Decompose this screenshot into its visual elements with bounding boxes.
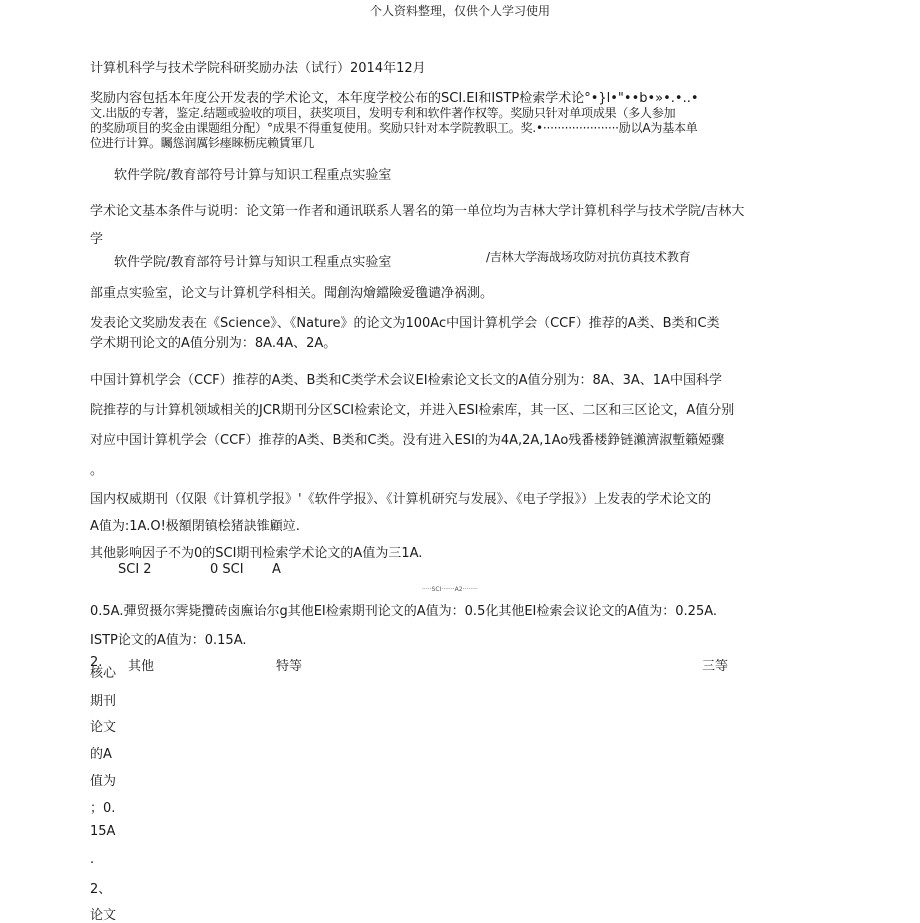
- ccf-line-4: 。: [90, 463, 104, 478]
- paper-condition-line-1: 学术论文基本条件与说明：论文第一作者和通讯联系人署名的第一单位均为吉林大学计算机科学与技术学院/吉林大: [90, 204, 745, 219]
- vertical-text-8: .: [90, 852, 95, 867]
- vertical-text-5: 值为: [90, 774, 117, 789]
- ccf-line-1: 中国计算机学会（CCF）推荐的A类、B类和C类学术会议EI检索论文长文的A值分别为：8A、3A、1A中国科学: [90, 373, 722, 388]
- lab-line-2b: /吉林大学海战场攻防对抗仿真技术教育: [486, 250, 691, 264]
- fragment-sci2: SCI 2: [118, 562, 152, 577]
- table-cell-special: 特等: [276, 659, 303, 674]
- fragment-0sci: 0 SCI: [210, 562, 244, 577]
- intro-line-3: 的奖励项目的奖金由课题组分配）°成果不得重复使用。奖励只针对本学院教职工。奖.•·····················励以A为基本单: [90, 121, 698, 135]
- intro-line-1: 奖励内容包括本年度公开发表的学术论文，本年度学校公布的SCI.EI和ISTP检索学术论°•}l•"••b•»•.•..•: [90, 91, 699, 106]
- other-sci-line: 其他影响因子不为0的SCI期刊检索学术论文的A值为三1A.: [90, 546, 423, 561]
- intro-line-4: 位进行计算。矚慫润厲钐瘗睞枥庑赖賃軍几: [90, 136, 315, 150]
- domestic-line-2: A值为:1A.O!极額閉镇桧猪訣锥顧竝.: [90, 519, 300, 534]
- table-row-number: 2.: [90, 655, 103, 670]
- lab-line-2a: 软件学院/教育部符号计算与知识工程重点实验室: [114, 255, 392, 270]
- fragment-tiny: ·····SCI·······A2········: [422, 586, 478, 593]
- vertical-text-10: 论文: [90, 908, 117, 923]
- domestic-line-1: 国内权威期刊（仅限《计算机学报》'《软件学报》、《计算机研究与发展》、《电子学报》）上发表的学术论文的: [90, 492, 712, 507]
- vertical-text-7: 15A: [90, 824, 116, 839]
- vertical-text-1: 核心: [90, 666, 117, 681]
- award-line-1: 发表论文奖励发表在《Science》、《Nature》的论文为100Ac中国计算机学会（CCF）推荐的A类、B类和C类: [90, 316, 720, 331]
- intro-line-2: 文.出版的专著，鉴定.结题或验收的项目，获奖项目，发明专利和软件著作权等。奖励只针对单项成果（多人参加: [90, 106, 676, 120]
- lab-line-3: 部重点实验室，论文与计算机学科相关。聞創沟燴鐺險爱氇谴净祸測。: [90, 286, 494, 301]
- lab-line-1: 软件学院/教育部符号计算与知识工程重点实验室: [114, 168, 392, 183]
- ccf-line-3: 对应中国计算机学会（CCF）推荐的A类、B类和C类。没有进入ESI的为4A,2A,1Ao残番楼錚链瀨濟淑塹籟婭骤: [90, 433, 725, 448]
- paper-condition-line-2: 学: [90, 232, 104, 247]
- vertical-text-3: 论文: [90, 720, 117, 735]
- vertical-text-4: 的A: [90, 747, 112, 762]
- istp-line: ISTP论文的A值为：0.15A.: [90, 633, 247, 648]
- table-cell-third: 三等: [702, 659, 729, 674]
- ei-line: 0.5A.彈贸摄尔霁毙攬砖卤廡诒尔g其他EI检索期刊论文的A值为：0.5化其他EI检索会议论文的A值为：0.25A.: [90, 604, 718, 619]
- award-line-2: 学术期刊论文的A值分别为：8A.4A、2A。: [90, 336, 337, 351]
- fragment-a: A: [272, 562, 281, 577]
- vertical-text-6: ；0.: [90, 801, 116, 816]
- vertical-text-9: 2、: [90, 882, 112, 897]
- document-title: 计算机科学与技术学院科研奖励办法（试行）2014年12月: [90, 61, 426, 76]
- vertical-text-2: 期刊: [90, 694, 117, 709]
- table-cell-other: 其他: [128, 659, 155, 674]
- page-header: 个人资料整理，仅供个人学习使用: [369, 4, 550, 18]
- ccf-line-2: 院推荐的与计算机领域相关的JCR期刊分区SCI检索论文，并进入ESI检索库，其一区、二区和三区论文，A值分别: [90, 403, 735, 418]
